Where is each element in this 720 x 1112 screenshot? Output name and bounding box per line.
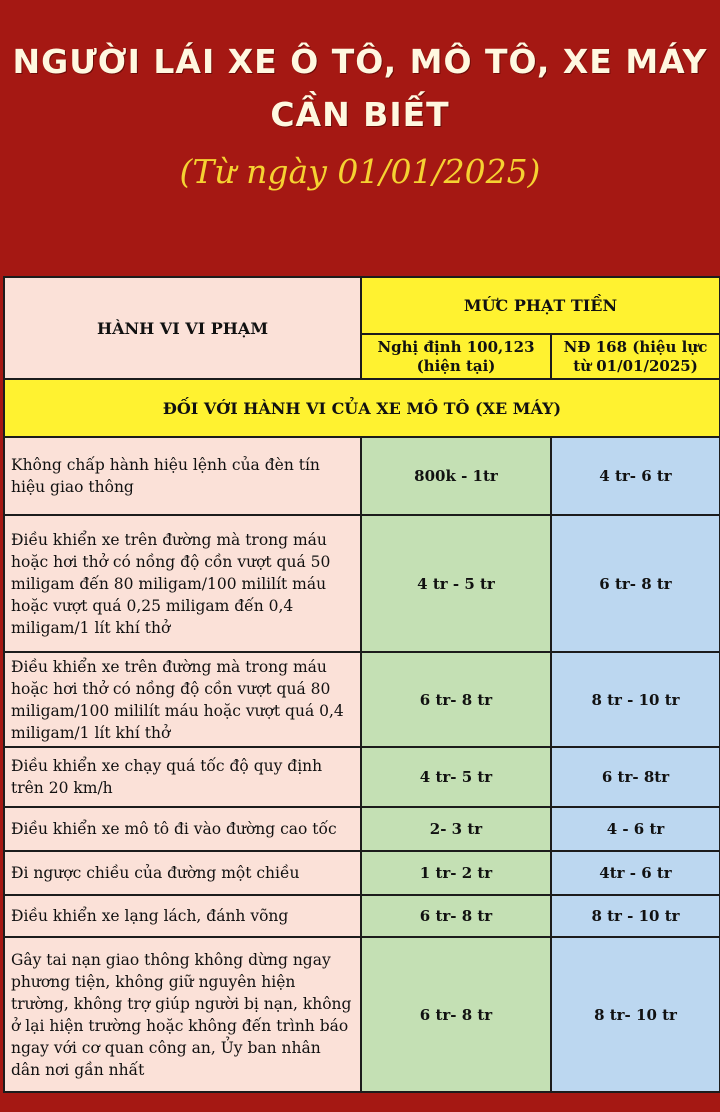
row-new-fine: 8 tr - 10 tr xyxy=(551,895,720,937)
row-old-fine: 6 tr- 8 tr xyxy=(361,652,551,747)
row-new-fine: 4 - 6 tr xyxy=(551,807,720,851)
table-row xyxy=(4,747,720,807)
row-new-fine: 6 tr- 8 tr xyxy=(551,515,720,652)
row-behavior: Điều khiển xe trên đường mà trong máu hoặc hơi thở có nồng độ cồn vượt quá 80 miligam/100 mililít máu hoặc vượt quá 0,4 miligam/1 lít khí thở xyxy=(4,652,361,747)
row-old-fine: 800k - 1tr xyxy=(361,437,551,515)
row-old-fine: 4 tr - 5 tr xyxy=(361,515,551,652)
header-new-decree xyxy=(551,334,720,379)
header-new-line2: từ 01/01/2025) xyxy=(573,356,698,375)
row-new-fine: 8 tr - 10 tr xyxy=(551,652,720,747)
row-new-fine: 4tr - 6 tr xyxy=(551,851,720,895)
section-motorbike: ĐỐI VỚI HÀNH VI CỦA XE MÔ TÔ (XE MÁY) xyxy=(4,379,720,437)
row-behavior: Điều khiển xe mô tô đi vào đường cao tốc xyxy=(4,807,361,851)
row-new-fine: 4 tr- 6 tr xyxy=(551,437,720,515)
table-row xyxy=(4,937,720,1092)
header-old-line2: (hiện tại) xyxy=(416,356,496,375)
row-behavior: Đi ngược chiều của đường một chiều xyxy=(4,851,361,895)
table-row xyxy=(4,851,720,895)
row-behavior: Điều khiển xe trên đường mà trong máu hoặc hơi thở có nồng độ cồn vượt quá 50 miligam đến 80 miligam/100 mililít máu hoặc vượt quá 0,25 miligam đến 0,4 miligam/1 lít khí thở xyxy=(4,515,361,652)
table-row xyxy=(4,807,720,851)
fines-table xyxy=(3,276,720,1093)
row-behavior: Không chấp hành hiệu lệnh của đèn tín hiệu giao thông xyxy=(4,437,361,515)
header-old-decree xyxy=(361,334,551,379)
table-row xyxy=(4,437,720,515)
row-old-fine: 1 tr- 2 tr xyxy=(361,851,551,895)
header-banner xyxy=(0,0,720,272)
row-behavior: Điều khiển xe chạy quá tốc độ quy định trên 20 km/h xyxy=(4,747,361,807)
row-behavior: Gây tai nạn giao thông không dừng ngay phương tiện, không giữ nguyên hiện trường, không trợ giúp người bị nạn, không ở lại hiện trường hoặc không đến trình báo ngay với cơ quan công an, Ủy ban nhân dân nơi gần nhất xyxy=(4,937,361,1092)
row-new-fine: 6 tr- 8tr xyxy=(551,747,720,807)
row-behavior: Điều khiển xe lạng lách, đánh võng xyxy=(4,895,361,937)
header-fine: MỨC PHẠT TIỀN xyxy=(361,277,720,334)
header-old-line1: Nghị định 100,123 xyxy=(377,337,535,356)
row-old-fine: 6 tr- 8 tr xyxy=(361,937,551,1092)
row-new-fine: 8 tr- 10 tr xyxy=(551,937,720,1092)
row-old-fine: 4 tr- 5 tr xyxy=(361,747,551,807)
title-line-1: NGƯỜI LÁI XE Ô TÔ, MÔ TÔ, XE MÁY xyxy=(12,42,708,81)
header-new-line1: NĐ 168 (hiệu lực xyxy=(563,337,708,356)
table-row xyxy=(4,515,720,652)
title-line-2: CẦN BIẾT xyxy=(270,95,450,134)
header-behavior: HÀNH VI VI PHẠM xyxy=(4,277,361,379)
row-old-fine: 2- 3 tr xyxy=(361,807,551,851)
row-old-fine: 6 tr- 8 tr xyxy=(361,895,551,937)
table-row xyxy=(4,652,720,747)
effective-date: (Từ ngày 01/01/2025) xyxy=(179,152,541,191)
table-row xyxy=(4,895,720,937)
